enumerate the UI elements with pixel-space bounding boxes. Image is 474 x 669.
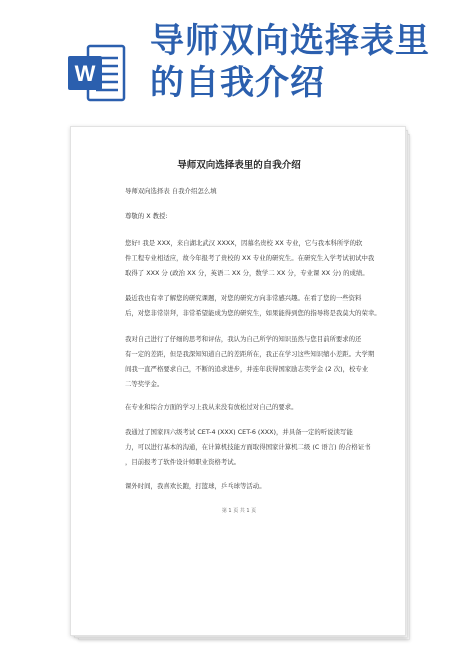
document-preview: [70, 126, 406, 636]
doc-line: 我通过了国家四六级考试 CET-4 (XXX) CET-6 (XXX)，并具备一定的听说读写能: [125, 428, 353, 436]
doc-line: 导师双向选择表 自我介绍怎么填: [125, 187, 217, 195]
banner-title-line1: 导师双向选择表里: [150, 21, 430, 61]
doc-line: 尊敬的 X 教授:: [125, 212, 168, 220]
doc-line: ，目前报考了软件设计师职业资格考试。: [125, 458, 241, 466]
document-page: [70, 126, 406, 636]
doc-line: 课外时间，我喜欢长跑，打篮球，乒乓球等活动。: [125, 482, 266, 490]
word-document-icon: [66, 42, 128, 104]
doc-line: 件工程专业相适应，故今年报考了贵校的 XX 专业的研究生。在研究生入学考试初试中我: [125, 254, 375, 262]
doc-line: 力，可以进行基本的沟通，在计算机技能方面取得国家计算机二级 (C 语言) 的合格证书: [125, 443, 371, 451]
doc-line: 我对自己进行了仔细的思考和评估，我认为自己所学的知识虽然与您目前所要求的还: [125, 335, 362, 343]
word-icon-letter: W: [74, 61, 96, 86]
doc-line: 有一定的差距，但是我深知知道自己的差距所在，我正在学习这些知识缩小差距。大学期: [125, 350, 375, 358]
doc-line: 后，对您非常崇拜，非常希望能成为您的研究生，如果能得到您的指导将是我莫大的荣幸。: [125, 309, 381, 317]
doc-line: 间我一直严格要求自己，不断的追求进步，并连年获得国家励志奖学金 (2 次)，校专业: [125, 365, 369, 373]
doc-line: 最近我也有幸了解您的研究课题，对您的研究方向非常感兴趣。在看了您的一些资料: [125, 294, 362, 302]
doc-line: 在专业和综合方面的学习上我从来没有放松过对自己的要求。: [125, 403, 298, 411]
banner-title-line2: 的自我介绍: [150, 63, 325, 103]
banner-title: [150, 20, 470, 104]
doc-line: 您好! 我是 XXX，来自湖北武汉 XXXX，因慕名贵校 XX 专业，它与我本科所学的软: [125, 239, 363, 247]
doc-line: 取得了 XXX 分 (政治 XX 分，英语二 XX 分，数学二 XX 分，专业课 XX 分) 的成绩。: [125, 269, 369, 277]
doc-line: 二等奖学金。: [125, 380, 164, 388]
banner: [0, 0, 474, 120]
page-number: 第 1 页 共 1 页: [221, 508, 257, 514]
document-title: 导师双向选择表里的自我介绍: [177, 160, 301, 171]
